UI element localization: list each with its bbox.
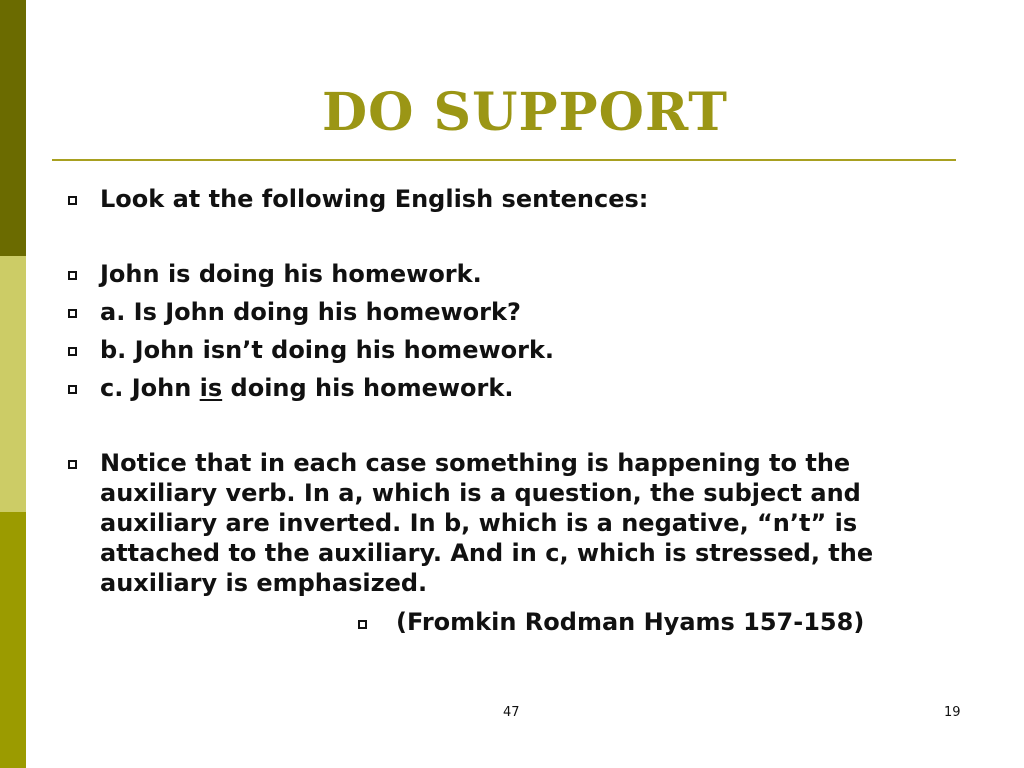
title-underline-rule — [52, 159, 956, 161]
emphasized-word: is — [199, 374, 223, 402]
sidebar-band-middle — [0, 256, 26, 512]
slide-title: DO SUPPORT — [322, 82, 728, 143]
hollow-square-bullet-icon — [68, 309, 77, 318]
bullet-text: Notice that in each case something is happening to the auxiliary verb. In a, which is a question, the subject and auxiliary are inverted. In b, which is a negative, “n’t” is attached to the auxiliary. And in c, which is stressed, the auxiliary is emphasized. — [100, 449, 874, 597]
footer-center-number: 47 — [503, 705, 520, 720]
sidebar-band-bottom — [0, 512, 26, 768]
citation-text: (Fromkin Rodman Hyams 157-158) — [396, 608, 865, 636]
hollow-square-bullet-icon — [68, 271, 77, 280]
sidebar-decoration — [0, 0, 26, 768]
hollow-square-bullet-icon — [68, 196, 77, 205]
bullet-text: b. John isn’t doing his homework. — [100, 336, 555, 364]
hollow-square-bullet-icon — [68, 460, 77, 469]
bullet-text-suffix: doing his homework. — [222, 374, 514, 402]
hollow-square-bullet-icon — [68, 385, 77, 394]
slide-page-number: 19 — [944, 705, 961, 720]
bullet-text: a. Is John doing his homework? — [100, 298, 521, 326]
hollow-square-bullet-icon — [68, 347, 77, 356]
bullet-text: John is doing his homework. — [100, 260, 482, 288]
bullet-text-prefix: c. John — [100, 374, 200, 402]
bullet-text: Look at the following English sentences: — [100, 185, 649, 213]
sidebar-band-top — [0, 0, 26, 256]
bullet-text — [100, 373, 513, 403]
hollow-square-bullet-icon — [358, 620, 367, 629]
